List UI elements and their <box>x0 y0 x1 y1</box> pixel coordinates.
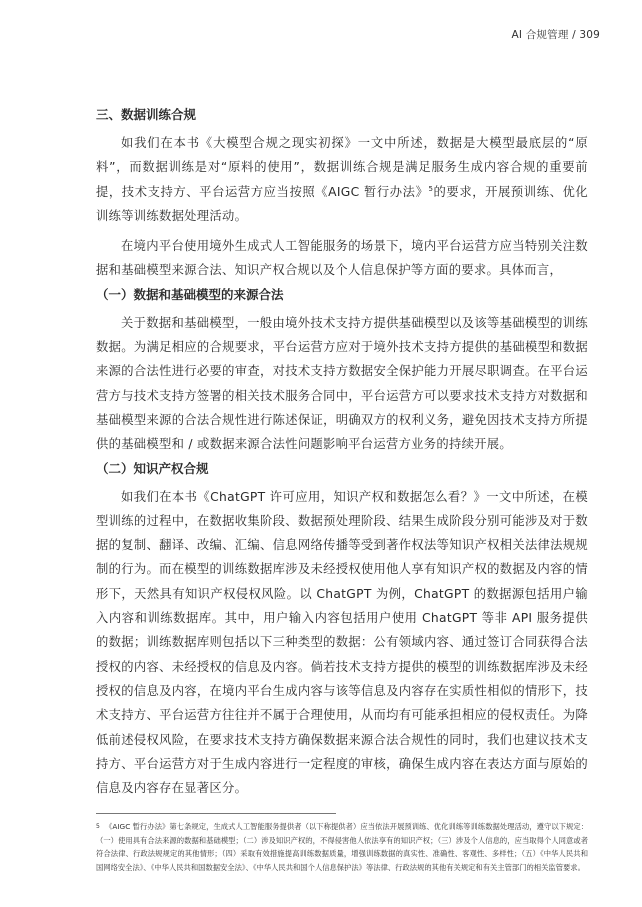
intro-paragraph-2: 在境内平台使用境外生成式人工智能服务的场景下，境内平台运营方应当特别关注数据和基础模型来源合法、知识产权合规以及个人信息保护等方面的要求。具体而言， <box>96 239 588 278</box>
footnote-mark: 5 <box>96 823 100 830</box>
footnote-divider <box>96 813 336 814</box>
section-heading: 三、数据训练合规 <box>96 107 197 122</box>
footnote-text: 《AIGC 暂行办法》第七条规定，生成式人工智能服务提供者（以下称提供者）应当依法开展预训练、优化训练等训练数据处理活动，遵守以下规定：（一）使用具有合法来源的数据和基础模型；（二）涉及知识产权的，不得侵害他人依法享有的知识产权；（三）涉及个人信息的，应当取得个人同意或者符合法律、行政法规规定的其他情形；（四）采取有效措施提高训练数据质量，增强训练数据的真实性、准确性、客观性、多样性；（五）《中华人民共和国网络安全法》、《中华人民共和国数据安全法》、《中华人民共和国个人信息保护法》等法律、行政法规的其他有关规定和有关主管部门的相关监管要求。 <box>96 822 588 872</box>
page-body <box>96 103 588 800</box>
subsection-2-heading: （二）知识产权合规 <box>96 460 209 476</box>
footnote-reference[interactable]: 5 <box>428 184 434 193</box>
subsection-2-paragraph: 如我们在本书《ChatGPT 许可应用，知识产权和数据怎么看？》一文中所述，在模型训练的过程中，在数据收集阶段、数据预处理阶段、结果生成阶段分别可能涉及对于数据的复制、翻译、改编、汇编、信息网络传播等受到著作权法等知识产权相关法律法规规制的行为。而在模型的训练数据库涉及未经授权使用他人享有知识产权的数据及内容的情形下，天然具有知识产权侵权风险。以 ChatGPT 为例，ChatGPT 的数据源包括用户输入内容和训练数据库。其中，用户输入内容包括用户使用 ChatGPT 等非 API 服务提供的数据；训练数据库则包括以下三种类型的数据：公有领域内容、通过签订合同获得合法授权的内容、未经授权的信息及内容。倘若技术支持方提供的模型的训练数据库涉及未经授权的信息及内容，在境内平台生成内容与该等信息及内容存在实质性相似的情形下，技术支持方、平台运营方往往并不属于合理使用，从而均有可能承担相应的侵权责任。为降低前述侵权风险，在要求技术支持方确保数据来源合法合规性的同时，我们也建议技术支持方、平台运营方对于生成内容进行一定程度的审核，确保生成内容在表达方面与原始的信息及内容存在显著区分。 <box>96 489 588 796</box>
intro-paragraph-1 <box>96 131 588 228</box>
intro-paragraph-1-part-a: 如我们在本书《大模型合规之现实初探》一文中所述，数据是大模型最底层的“原料”，而数据训练是对“原料的使用”，数据训练合规是满足服务生成内容合规的重要前提，技术支持方、平台运营方应当按照《AIGC 暂行办法》 <box>96 136 588 199</box>
subsection-1-paragraph: 关于数据和基础模型，一般由境外技术支持方提供基础模型以及该等基础模型的训练数据。为满足相应的合规要求，平台运营方应对于境外技术支持方提供的基础模型和数据来源的合法性进行必要的审查，对技术支持方数据安全保护能力开展尽职调查。在平台运营方与技术支持方签署的相关技术服务合同中，平台运营方可以要求技术支持方对数据和基础模型来源的合法合规性进行陈述保证，明确双方的权利义务，避免因技术支持方所提供的基础模型和 / 或数据来源合法性问题影响平台运营方业务的持续开展。 <box>96 315 588 452</box>
subsection-1-heading: （一）数据和基础模型的来源合法 <box>96 286 284 302</box>
footnote <box>96 820 588 874</box>
running-header: AI 合规管理 / 309 <box>511 29 600 41</box>
intro-paragraph-1-part-b: 的要求，开展预训练、优化训练等训练数据处理活动。 <box>96 184 588 223</box>
